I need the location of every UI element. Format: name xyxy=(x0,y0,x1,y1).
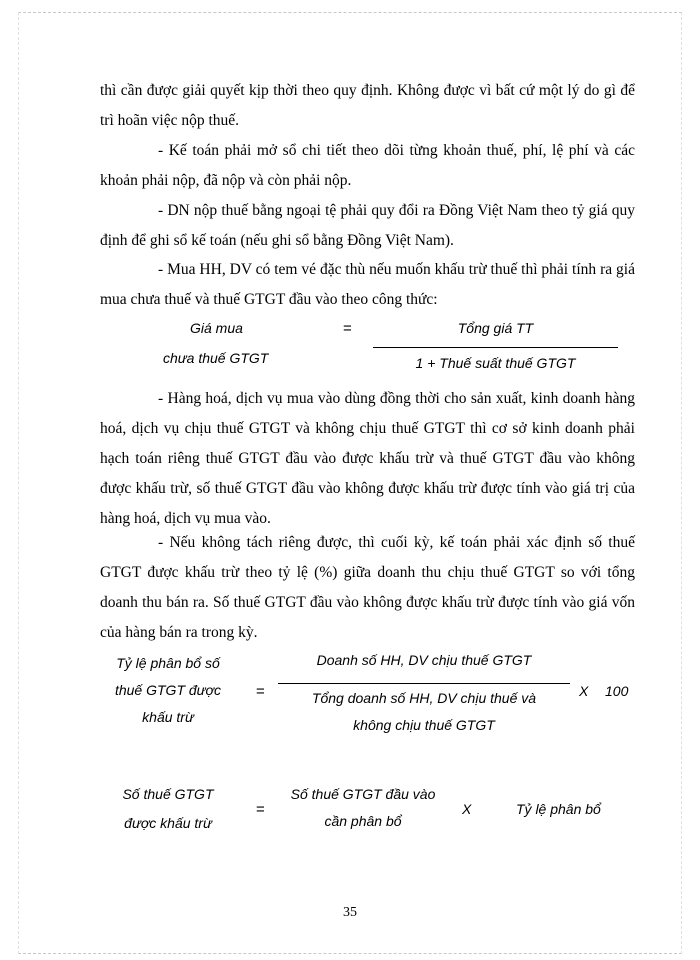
paragraph-5: - Hàng hoá, dịch vụ mua vào dùng đồng thời cho sản xuất, kinh doanh hàng hoá, dịch vụ chịu thuế GTGT và không chịu thuế GTGT thì cơ sở kinh doanh phải hạch toán riêng thuế GTGT đầu vào được khấu trừ và thuế GTGT đầu vào không được khấu trừ, số thuế GTGT đầu vào không được khấu trừ được tính vào giá trị của hàng hoá, dịch vụ mua vào. xyxy=(100,390,635,527)
formula3-times: X xyxy=(462,801,472,817)
formula2-numerator: Doanh số HH, DV chịu thuế GTGT xyxy=(316,652,532,668)
formula2-fraction-bar xyxy=(278,683,570,684)
paragraph-4: - Mua HH, DV có tem vé đặc thù nếu muốn khấu trừ thuế thì phải tính ra giá mua chưa thuế và thuế GTGT đầu vào theo công thức: xyxy=(100,261,635,308)
formula2-lhs-line1: Tỷ lệ phân bổ số xyxy=(116,655,220,671)
formula2-denominator-line1: Tổng doanh số HH, DV chịu thuế và xyxy=(311,690,537,706)
page-border-left xyxy=(18,12,19,954)
formula1-equals: = xyxy=(343,320,352,337)
formula3-rhs: Tỷ lệ phân bổ xyxy=(516,801,601,817)
page-number: 35 xyxy=(343,905,357,920)
formula2-equals: = xyxy=(256,683,265,700)
paragraph-2: - Kế toán phải mở sổ chi tiết theo dõi từng khoản thuế, phí, lệ phí và các khoản phải nộp, đã nộp và còn phải nộp. xyxy=(100,142,635,189)
formula1-lhs-line1: Giá mua xyxy=(190,320,243,336)
formula2-denominator-line2: không chịu thuế GTGT xyxy=(353,717,495,733)
page-border-right xyxy=(681,12,682,954)
formula3-equals: = xyxy=(256,801,265,818)
formula3-lhs-line2: được khấu trừ xyxy=(124,815,212,831)
paragraph-3: - DN nộp thuế bằng ngoại tệ phải quy đổi ra Đồng Việt Nam theo tỷ giá quy định để ghi sổ kế toán (nếu ghi sổ bằng Đồng Việt Nam). xyxy=(100,202,635,249)
page-border-top xyxy=(18,12,682,13)
formula2-times: X xyxy=(579,683,589,699)
paragraph-6: - Nếu không tách riêng được, thì cuối kỳ, kế toán phải xác định số thuế GTGT được khấu trừ theo tỷ lệ (%) giữa doanh thu chịu thuế GTGT so với tổng doanh thu bán ra. Số thuế GTGT đầu vào không được khấu trừ được tính vào giá vốn của hàng bán ra trong kỳ. xyxy=(100,534,635,641)
paragraph-1: thì cần được giải quyết kịp thời theo quy định. Không được vì bất cứ một lý do gì để trì hoãn việc nộp thuế. xyxy=(100,82,635,129)
formula3-mid-line2: cần phân bổ xyxy=(324,813,402,829)
formula2-lhs-line3: khấu trừ xyxy=(142,709,194,725)
formula2-lhs-line2: thuế GTGT được xyxy=(114,682,222,698)
formula2-factor: 100 xyxy=(605,683,629,699)
formula3-lhs-line1: Số thuế GTGT xyxy=(122,786,214,802)
formula1-numerator: Tổng giá TT xyxy=(457,320,534,336)
formula3-mid-line1: Số thuế GTGT đầu vào xyxy=(290,786,436,802)
formula1-lhs-line2: chưa thuế GTGT xyxy=(163,350,269,366)
page-border-bottom xyxy=(18,953,682,954)
formula1-fraction-bar xyxy=(373,347,618,348)
formula1-denominator: 1 + Thuế suất thuế GTGT xyxy=(415,355,576,371)
